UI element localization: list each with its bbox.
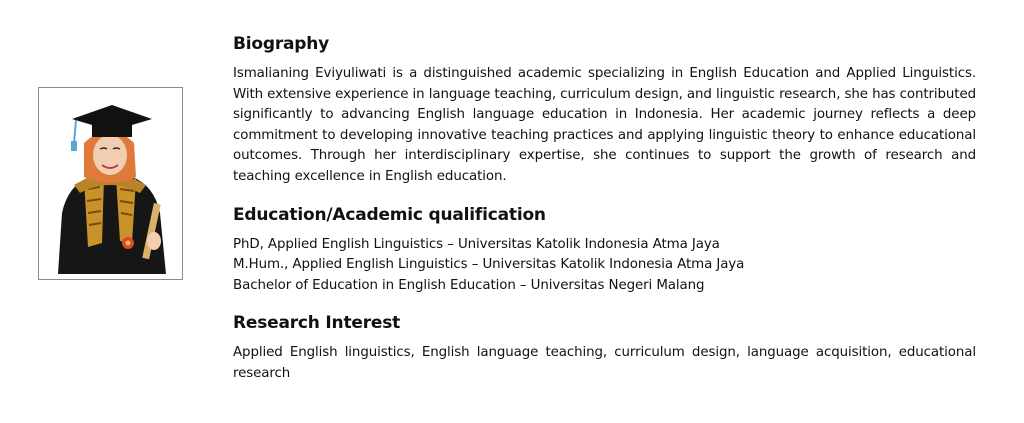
education-section — [233, 203, 976, 297]
education-item: Bachelor of Education in English Education – Universitas Negeri Malang — [233, 277, 705, 293]
profile-content — [233, 32, 976, 385]
education-heading: Education/Academic qualification — [233, 204, 546, 225]
research-section — [233, 311, 976, 384]
biography-heading: Biography — [233, 34, 330, 54]
graduate-portrait-icon — [44, 93, 177, 274]
research-heading: Research Interest — [233, 313, 401, 334]
education-item: PhD, Applied English Linguistics – Universitas Katolik Indonesia Atma Jaya — [233, 236, 720, 252]
research-text: Applied English linguistics, English language teaching, curriculum design, language acquisition, educational research — [233, 345, 976, 381]
education-list — [233, 235, 976, 297]
biography-text: Ismalianing Eviyuliwati is a distinguished academic specializing in English Education and Applied Linguistics. With extensive experience in language teaching, curriculum design, and linguistic research, she has contributed significantly to advancing English language education in Indonesia. Her academic journey reflects a deep commitment to developing innovative teaching practices and applying linguistic theory to enhance educational outcomes. Through her interdisciplinary expertise, she continues to support the growth of research and teaching excellence in English education. — [233, 66, 976, 184]
education-item: M.Hum., Applied English Linguistics – Universitas Katolik Indonesia Atma Jaya — [233, 257, 745, 273]
profile-photo — [38, 87, 183, 280]
